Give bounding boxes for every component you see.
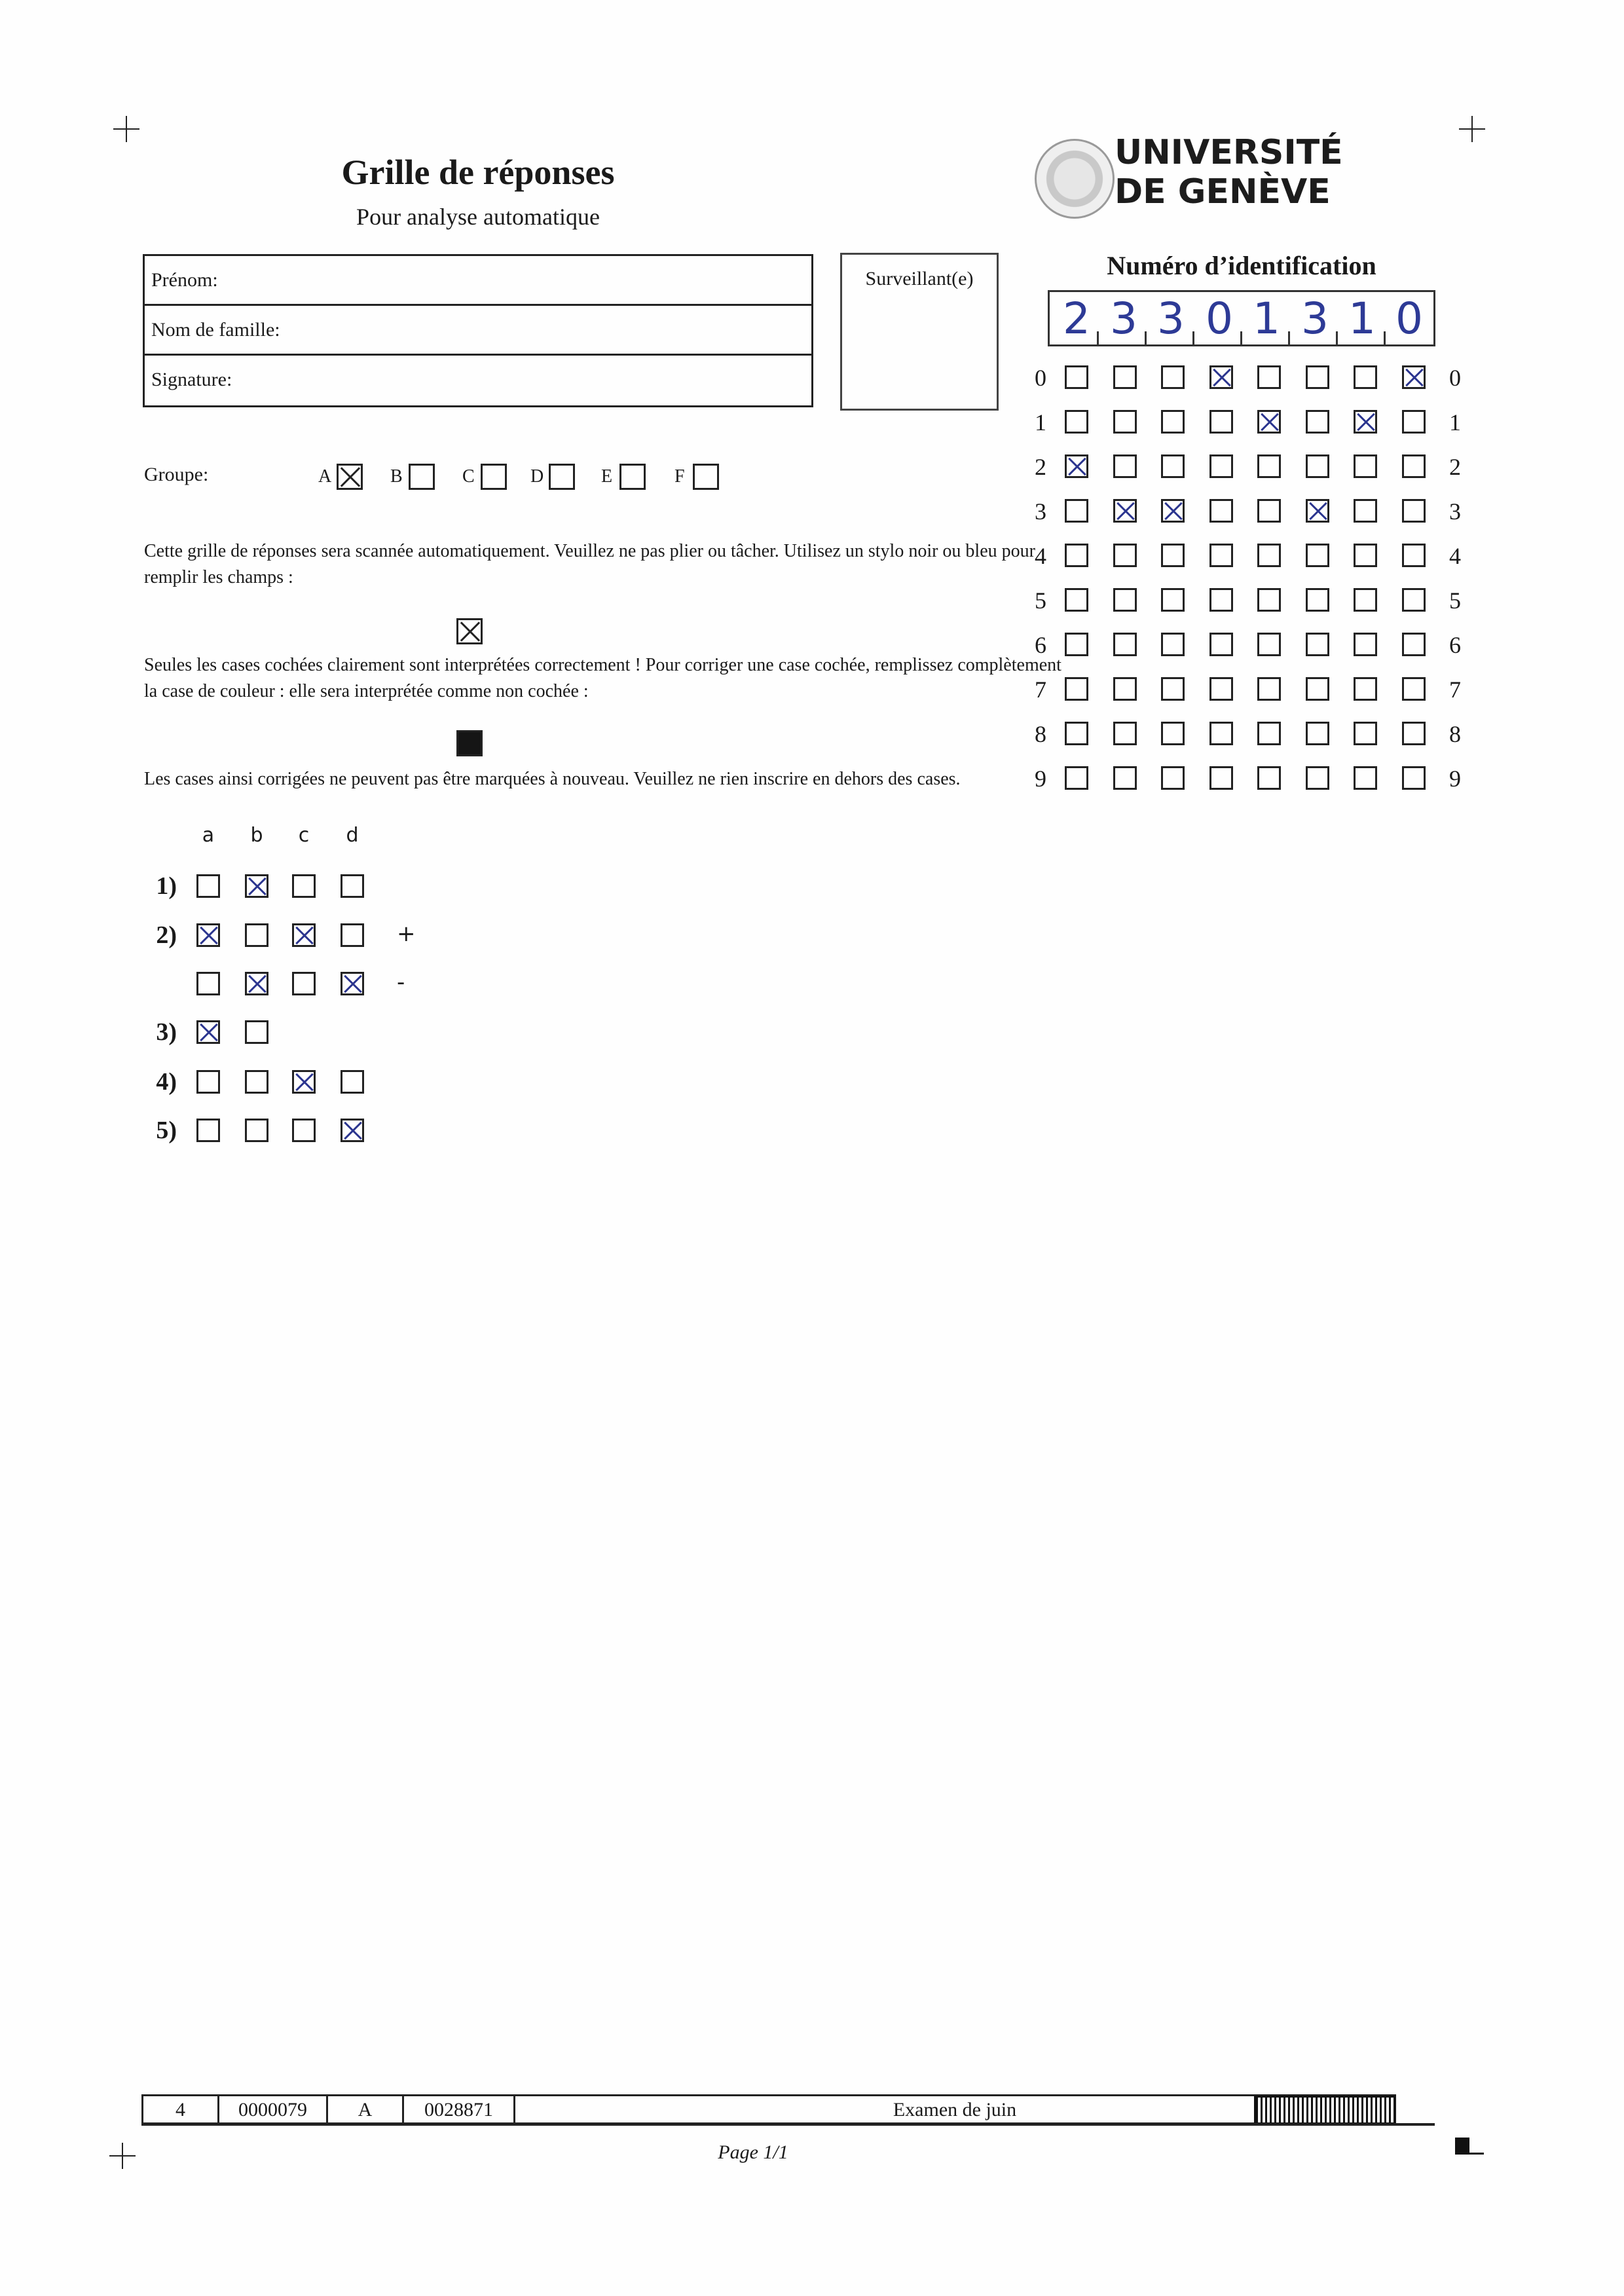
group-option-label: B	[390, 466, 403, 487]
id-row-label: 0	[1035, 365, 1046, 391]
id-checkbox[interactable]	[1209, 722, 1233, 745]
id-checkbox[interactable]	[1402, 677, 1426, 701]
id-checkbox[interactable]	[1257, 588, 1281, 612]
id-checkbox[interactable]	[1306, 633, 1329, 656]
answer-column-header: d	[346, 824, 359, 847]
id-row-label: 2	[1449, 454, 1461, 480]
barcode	[1254, 2096, 1395, 2124]
id-checkbox[interactable]	[1209, 677, 1233, 701]
id-row-label: 5	[1449, 587, 1461, 614]
id-row-label: 9	[1449, 766, 1461, 792]
id-checkbox[interactable]	[1306, 499, 1329, 523]
id-checkbox[interactable]	[1113, 410, 1137, 434]
answer-checkbox[interactable]	[292, 1119, 316, 1142]
id-row-label: 9	[1035, 766, 1046, 792]
id-checkbox[interactable]	[1257, 766, 1281, 790]
first-name-field[interactable]	[145, 256, 811, 306]
question-label: 1)	[156, 872, 177, 900]
id-checkbox[interactable]	[1065, 454, 1088, 478]
id-checkbox[interactable]	[1257, 454, 1281, 478]
id-checkbox[interactable]	[1113, 544, 1137, 567]
footer-cell: 0028871	[404, 2096, 515, 2122]
answer-checkbox[interactable]	[292, 1070, 316, 1094]
id-digit: 2	[1063, 293, 1090, 344]
id-checkbox[interactable]	[1113, 365, 1137, 389]
id-checkbox[interactable]	[1402, 544, 1426, 567]
id-checkbox[interactable]	[1257, 544, 1281, 567]
id-checkbox[interactable]	[1402, 633, 1426, 656]
id-checkbox[interactable]	[1306, 365, 1329, 389]
page-subtitle: Pour analyse automatique	[356, 204, 600, 230]
id-row-label: 3	[1449, 498, 1461, 525]
instructions-paragraph-1: Cette grille de réponses sera scannée automatiquement. Veuillez ne pas plier ou tâcher. Utilisez un stylo noir ou bleu pour remplir les champs :	[144, 541, 1035, 587]
id-digit: 3	[1110, 293, 1137, 344]
id-checkbox[interactable]	[1065, 633, 1088, 656]
last-name-field[interactable]	[145, 306, 811, 356]
answer-sign: +	[397, 921, 416, 947]
question-label: 4)	[156, 1068, 177, 1096]
id-checkbox[interactable]	[1354, 588, 1377, 612]
id-row-label: 6	[1449, 632, 1461, 658]
id-checkbox[interactable]	[1354, 544, 1377, 567]
answer-checkbox[interactable]	[196, 972, 220, 995]
id-checkbox[interactable]	[1113, 677, 1137, 701]
id-digit: 1	[1348, 293, 1376, 344]
id-checkbox[interactable]	[1065, 677, 1088, 701]
registration-mark-bottom-left	[109, 2143, 136, 2169]
id-checkbox[interactable]	[1306, 588, 1329, 612]
id-checkbox[interactable]	[1354, 499, 1377, 523]
id-checkbox[interactable]	[1065, 766, 1088, 790]
answer-checkbox[interactable]	[341, 874, 364, 898]
answer-checkbox[interactable]	[245, 1119, 268, 1142]
id-checkbox[interactable]	[1209, 766, 1233, 790]
id-checkbox[interactable]	[1354, 633, 1377, 656]
answer-column-header: b	[250, 824, 263, 847]
id-checkbox[interactable]	[1161, 677, 1185, 701]
id-checkbox[interactable]	[1402, 766, 1426, 790]
answer-checkbox[interactable]	[341, 1119, 364, 1142]
university-seal-logo	[1035, 139, 1115, 219]
answer-checkbox[interactable]	[245, 874, 268, 898]
question-label: 2)	[156, 921, 177, 949]
signature-field[interactable]	[145, 356, 811, 405]
id-checkbox[interactable]	[1161, 499, 1185, 523]
supervisor-box[interactable]	[840, 253, 999, 411]
university-name-line1: UNIVERSITÉ	[1115, 133, 1343, 172]
answer-checkbox[interactable]	[196, 923, 220, 947]
id-checkbox[interactable]	[1354, 766, 1377, 790]
id-checkbox[interactable]	[1161, 544, 1185, 567]
answer-checkbox[interactable]	[292, 923, 316, 947]
group-option-label: E	[601, 466, 613, 487]
question-label: 3)	[156, 1018, 177, 1046]
instructions-paragraph-3: Les cases ainsi corrigées ne peuvent pas être marquées à nouveau. Veuillez ne rien inscrire en dehors des cases.	[144, 769, 961, 789]
id-checkbox[interactable]	[1257, 499, 1281, 523]
answer-checkbox[interactable]	[292, 874, 316, 898]
answer-checkbox[interactable]	[341, 923, 364, 947]
id-checkbox[interactable]	[1161, 722, 1185, 745]
group-checkbox-a[interactable]	[337, 464, 363, 490]
first-name-label: Prénom:	[151, 269, 218, 291]
group-option-label: A	[318, 466, 332, 487]
id-checkbox[interactable]	[1113, 766, 1137, 790]
group-option-label: F	[674, 466, 685, 487]
group-label: Groupe:	[144, 464, 209, 485]
id-checkbox[interactable]	[1209, 365, 1233, 389]
id-checkbox[interactable]	[1402, 365, 1426, 389]
id-row-label: 0	[1449, 365, 1461, 391]
id-checkbox[interactable]	[1257, 365, 1281, 389]
question-label: 5)	[156, 1117, 177, 1144]
id-digit: 3	[1157, 293, 1185, 344]
id-checkbox[interactable]	[1113, 499, 1137, 523]
id-checkbox[interactable]	[1065, 499, 1088, 523]
id-divider	[1384, 331, 1386, 344]
id-checkbox[interactable]	[1161, 410, 1185, 434]
answer-checkbox[interactable]	[245, 923, 268, 947]
group-checkbox-d[interactable]	[549, 464, 575, 490]
university-name-line2: DE GENÈVE	[1115, 172, 1331, 212]
id-row-label: 4	[1449, 543, 1461, 569]
id-checkbox[interactable]	[1065, 544, 1088, 567]
id-checkbox[interactable]	[1161, 454, 1185, 478]
id-row-label: 1	[1035, 409, 1046, 435]
footer-cell: A	[328, 2096, 404, 2122]
id-row-label: 8	[1035, 721, 1046, 747]
id-row-label: 1	[1449, 409, 1461, 435]
answer-sign: -	[397, 969, 405, 995]
id-row-label: 7	[1449, 676, 1461, 703]
id-digit: 1	[1253, 293, 1280, 344]
id-checkbox[interactable]	[1306, 722, 1329, 745]
id-checkbox[interactable]	[1257, 410, 1281, 434]
id-checkbox[interactable]	[1402, 722, 1426, 745]
example-corrected-box	[456, 730, 483, 756]
group-checkbox-e[interactable]	[619, 464, 646, 490]
id-row-label: 4	[1035, 543, 1046, 569]
answer-checkbox[interactable]	[341, 972, 364, 995]
id-checkbox[interactable]	[1402, 410, 1426, 434]
id-checkbox[interactable]	[1209, 633, 1233, 656]
id-checkbox[interactable]	[1065, 365, 1088, 389]
id-checkbox[interactable]	[1354, 454, 1377, 478]
answer-checkbox[interactable]	[196, 1020, 220, 1044]
identification-number-box	[1048, 290, 1435, 346]
id-checkbox[interactable]	[1306, 766, 1329, 790]
id-checkbox[interactable]	[1209, 588, 1233, 612]
answer-checkbox[interactable]	[196, 1070, 220, 1094]
id-divider	[1145, 331, 1147, 344]
last-name-label: Nom de famille:	[151, 319, 280, 341]
id-checkbox[interactable]	[1257, 722, 1281, 745]
example-checked-box	[456, 618, 483, 644]
id-checkbox[interactable]	[1113, 722, 1137, 745]
footer-divider	[141, 2123, 1435, 2126]
id-checkbox[interactable]	[1306, 677, 1329, 701]
group-option-label: D	[530, 466, 544, 487]
id-checkbox[interactable]	[1113, 454, 1137, 478]
group-checkbox-f[interactable]	[693, 464, 719, 490]
answer-checkbox[interactable]	[245, 1070, 268, 1094]
id-checkbox[interactable]	[1065, 588, 1088, 612]
id-row-label: 2	[1035, 454, 1046, 480]
id-checkbox[interactable]	[1161, 633, 1185, 656]
answer-checkbox[interactable]	[196, 874, 220, 898]
id-checkbox[interactable]	[1113, 588, 1137, 612]
answer-checkbox[interactable]	[245, 1020, 268, 1044]
signature-label: Signature:	[151, 369, 232, 390]
registration-mark-top-left	[113, 116, 139, 142]
id-checkbox[interactable]	[1354, 365, 1377, 389]
corner-registration-tick	[1467, 2153, 1484, 2155]
id-checkbox[interactable]	[1306, 544, 1329, 567]
id-checkbox[interactable]	[1209, 454, 1233, 478]
page-number: Page 1/1	[718, 2141, 788, 2163]
id-divider	[1336, 331, 1338, 344]
id-digit: 0	[1206, 293, 1233, 344]
id-divider	[1097, 331, 1099, 344]
id-row-label: 6	[1035, 632, 1046, 658]
id-digit: 3	[1301, 293, 1329, 344]
id-checkbox[interactable]	[1402, 499, 1426, 523]
answer-checkbox[interactable]	[292, 972, 316, 995]
id-checkbox[interactable]	[1209, 544, 1233, 567]
id-row-label: 3	[1035, 498, 1046, 525]
id-divider	[1240, 331, 1242, 344]
group-option-label: C	[462, 466, 475, 487]
id-checkbox[interactable]	[1306, 410, 1329, 434]
id-checkbox[interactable]	[1065, 410, 1088, 434]
page-title: Grille de réponses	[341, 153, 615, 192]
id-checkbox[interactable]	[1161, 588, 1185, 612]
footer-cell: 0000079	[219, 2096, 328, 2122]
id-checkbox[interactable]	[1161, 365, 1185, 389]
id-row-label: 7	[1035, 676, 1046, 703]
id-checkbox[interactable]	[1161, 766, 1185, 790]
id-checkbox[interactable]	[1209, 410, 1233, 434]
registration-mark-top-right	[1459, 116, 1485, 142]
answer-column-header: a	[202, 824, 215, 847]
id-checkbox[interactable]	[1354, 722, 1377, 745]
group-checkbox-b[interactable]	[409, 464, 435, 490]
answer-checkbox[interactable]	[341, 1070, 364, 1094]
id-digit: 0	[1395, 293, 1423, 344]
id-checkbox[interactable]	[1113, 633, 1137, 656]
footer-info-bar	[141, 2094, 1396, 2124]
id-checkbox[interactable]	[1257, 633, 1281, 656]
id-checkbox[interactable]	[1354, 410, 1377, 434]
id-checkbox[interactable]	[1402, 588, 1426, 612]
answer-checkbox[interactable]	[245, 972, 268, 995]
group-checkbox-c[interactable]	[481, 464, 507, 490]
identification-title: Numéro d’identification	[1107, 251, 1376, 280]
id-row-label: 8	[1449, 721, 1461, 747]
id-row-label: 5	[1035, 587, 1046, 614]
id-checkbox[interactable]	[1257, 677, 1281, 701]
id-checkbox[interactable]	[1402, 454, 1426, 478]
instructions-paragraph-2: Seules les cases cochées clairement sont interprétées correctement ! Pour corriger une case cochée, remplissez complètement la case de couleur : elle sera interprétée comme non cochée :	[144, 655, 1061, 701]
answer-column-header: c	[298, 824, 310, 847]
id-checkbox[interactable]	[1306, 454, 1329, 478]
exam-name: Examen de juin	[893, 2099, 1017, 2120]
id-divider	[1288, 331, 1290, 344]
footer-cell: 4	[143, 2096, 219, 2122]
student-info-box	[143, 254, 813, 407]
supervisor-label: Surveillant(e)	[865, 268, 974, 289]
answer-checkbox[interactable]	[196, 1119, 220, 1142]
id-checkbox[interactable]	[1354, 677, 1377, 701]
id-checkbox[interactable]	[1065, 722, 1088, 745]
id-checkbox[interactable]	[1209, 499, 1233, 523]
id-divider	[1192, 331, 1194, 344]
